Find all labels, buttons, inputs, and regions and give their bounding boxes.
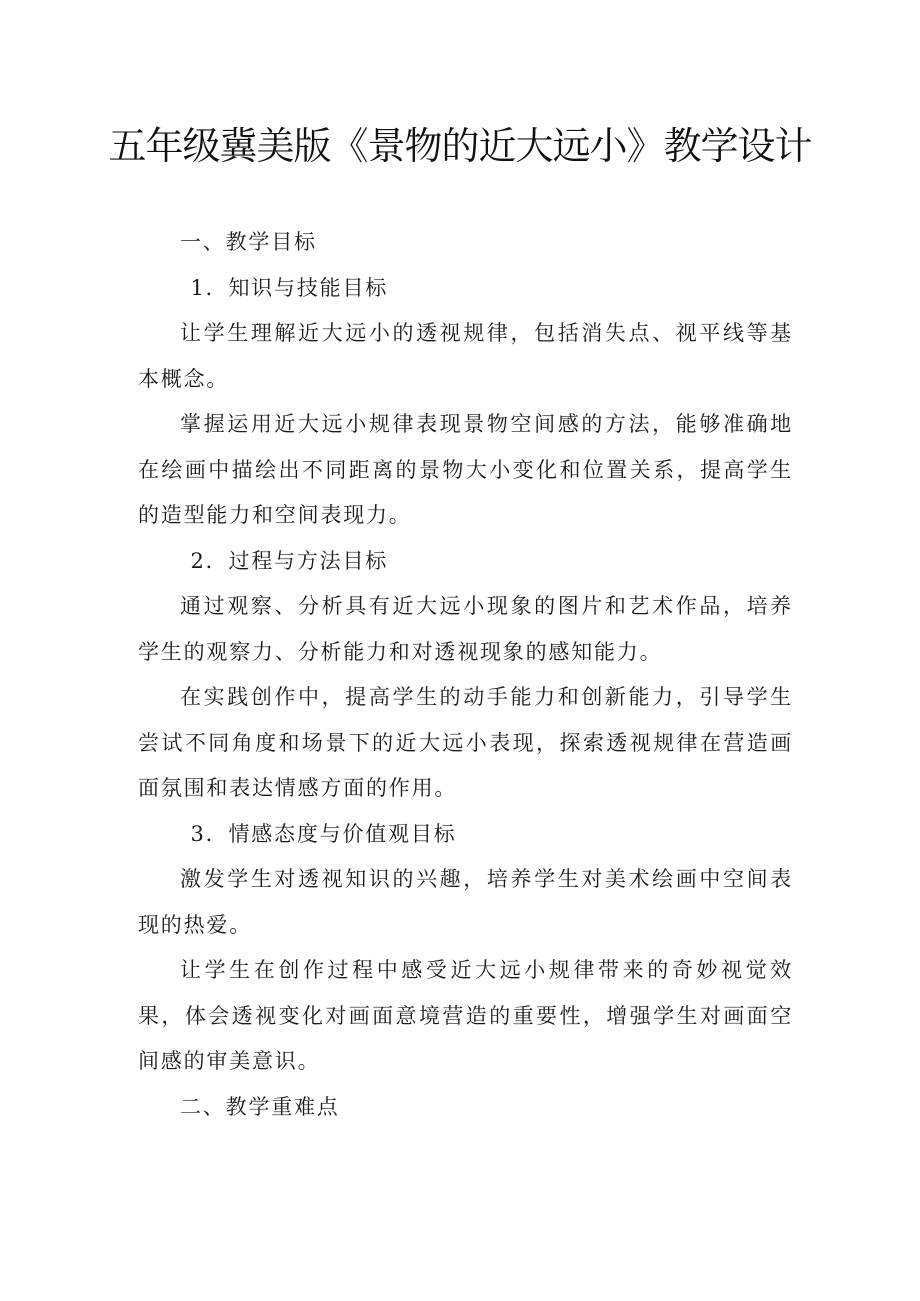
paragraph: 在实践创作中，提高学生的动手能力和创新能力，引导学生尝试不同角度和场景下的近大远小表现，探索透视规律在营造画面氛围和表达情感方面的作用。: [138, 685, 793, 800]
paragraph: 激发学生对透视知识的兴趣，培养学生对美术绘画中空间表现的热爱。: [138, 867, 793, 937]
paragraph: 通过观察、分析具有近大远小现象的图片和艺术作品，培养学生的观察力、分析能力和对透视现象的感知能力。: [138, 594, 793, 664]
paragraph: 让学生在创作过程中感受近大远小规律带来的奇妙视觉效果，体会透视变化对画面意境营造的重要性，增强学生对画面空间感的审美意识。: [138, 958, 793, 1073]
paragraph: 让学生理解近大远小的透视规律，包括消失点、视平线等基本概念。: [138, 321, 793, 391]
subsection-heading: 2．过程与方法目标: [190, 548, 389, 573]
subsection-heading: 3．情感态度与价值观目标: [190, 821, 457, 846]
subsection-heading: 1．知识与技能目标: [190, 275, 389, 300]
section-heading: 一、教学目标: [180, 230, 317, 254]
document-body: [138, 220, 793, 1130]
paragraph: 掌握运用近大远小规律表现景物空间感的方法，能够准确地在绘画中描绘出不同距离的景物大小变化和位置关系，提高学生的造型能力和空间表现力。: [138, 412, 793, 527]
document-title: 五年级冀美版《景物的近大远小》教学设计: [108, 124, 812, 168]
section-heading: 二、教学重难点: [180, 1094, 340, 1119]
